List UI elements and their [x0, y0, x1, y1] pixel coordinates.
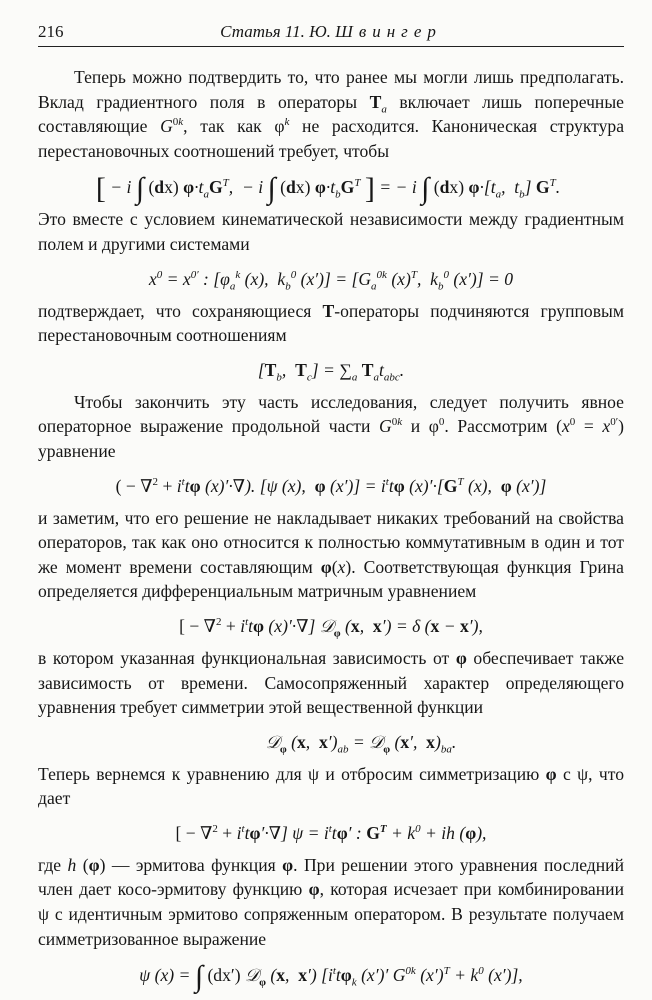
paragraph-4: Чтобы закончить эту часть исследования, следует получить явное операторное выражение продольной части $G^{0k}$ и $\varphi^0$. Рассмотрим $(x^0 = x^{0'})$ уравнение — [38, 391, 624, 461]
paragraph-5: и заметим, что его решение не накладывает никаких требований на свойства операторов, так как оно относится к полностью коммутативным в один и тот же момент времени составляющим φ(x). Соответствующая функция Грина определяется дифференциальным матричным уравнением — [38, 507, 624, 602]
equation-4: ( − $\nabla^2 + i^tt\varphi$ (x)′·∇). [ψ (x), φ $(x')] = i^tt\varphi$ $(x)'\cdot[G^T$ (x), φ (x′)] — [115, 475, 547, 496]
running-head: Статья 11. Ю. Швингер — [220, 22, 442, 41]
book-page — [38, 20, 625, 994]
paragraph-6: в котором указанная функциональная зависимость от φ обеспечивает также зависимость от времени. Самосопряженный характер определяющего уравнения требует симметрии этой вещественной функции — [38, 647, 625, 718]
paragraph-2: Это вместе с условием кинематической независимости между градиентным полем и другими системами — [38, 209, 624, 254]
paragraph-3: подтверждает, что сохраняющиеся T-операторы подчиняются групповым перестановочным соотношениям — [38, 300, 624, 346]
page-number: 216 — [38, 22, 64, 41]
equation-1: [ − i ∫ (dx) $\varphi\cdot t_aG^T$, − i ∫ (dx) $\varphi\cdot t_bG^T$ ] = − i ∫ (dx) $\varphi\cdot[t_a$, $t_b$] $G^T$. — [95, 172, 561, 206]
page-header — [38, 20, 624, 47]
paragraph-1: Теперь можно подтвердить то, что ранее мы могли лишь предполагать. Вклад градиентного поля в операторы $T_a$ включает лишь поперечные составляющие $G^{0k}$, так как $\varphi^k$ не расходится. Каноническая структура перестановочных соотношений требует, чтобы — [38, 67, 624, 161]
equation-3: [$T_b$, $T_c] = \sum_a$ $T_at_{abc}$. — [257, 359, 405, 384]
paragraph-7: Теперь вернемся к уравнению для ψ и отбросим симметризацию φ с ψ, что дает — [38, 763, 624, 809]
article-body — [38, 65, 625, 994]
equation-7: [ − $\nabla^2 + i^tt\varphi'\cdot\nabla$] $\psi = i^tt\varphi'$ : $G^T + k^0$ + ih (φ), — [175, 822, 487, 843]
equation-8: ψ (x) = ∫ (dx′) 𝒟$_\varphi$ (x, x′) [$i^tt\varphi_k$ (x′)′ $G^{0k}$ $(x')^T + k^0$ (x′)], — [139, 960, 523, 994]
equation-2: $x^0 = x^{0'}$ : [$\varphi_a^k$ (x), $k_b^0$ $(x')] = [G_a^{0k}$ $(x)^T$, $k_b^0$ (x′)] = 0 — [148, 268, 514, 293]
equation-5: [ − $\nabla^2 + i^tt\varphi$ (x)′·∇] 𝒟$_\varphi$ (x, x′) = δ (x − x′), — [179, 615, 483, 640]
equation-6: 𝒟$_\varphi$ (x, $x')_{ab}$ = 𝒟$_\varphi$ (x′, $x)_{ba}$. — [265, 731, 457, 756]
paragraph-8: где h (φ) — эрмитова функция φ. При решении этого уравнения последний член дает косо-эрмитову функцию φ, которая исчезает при комбинировании ψ с идентичным эрмитово сопряженным оператором. В результате получаем симметризованное выражение — [38, 854, 624, 949]
